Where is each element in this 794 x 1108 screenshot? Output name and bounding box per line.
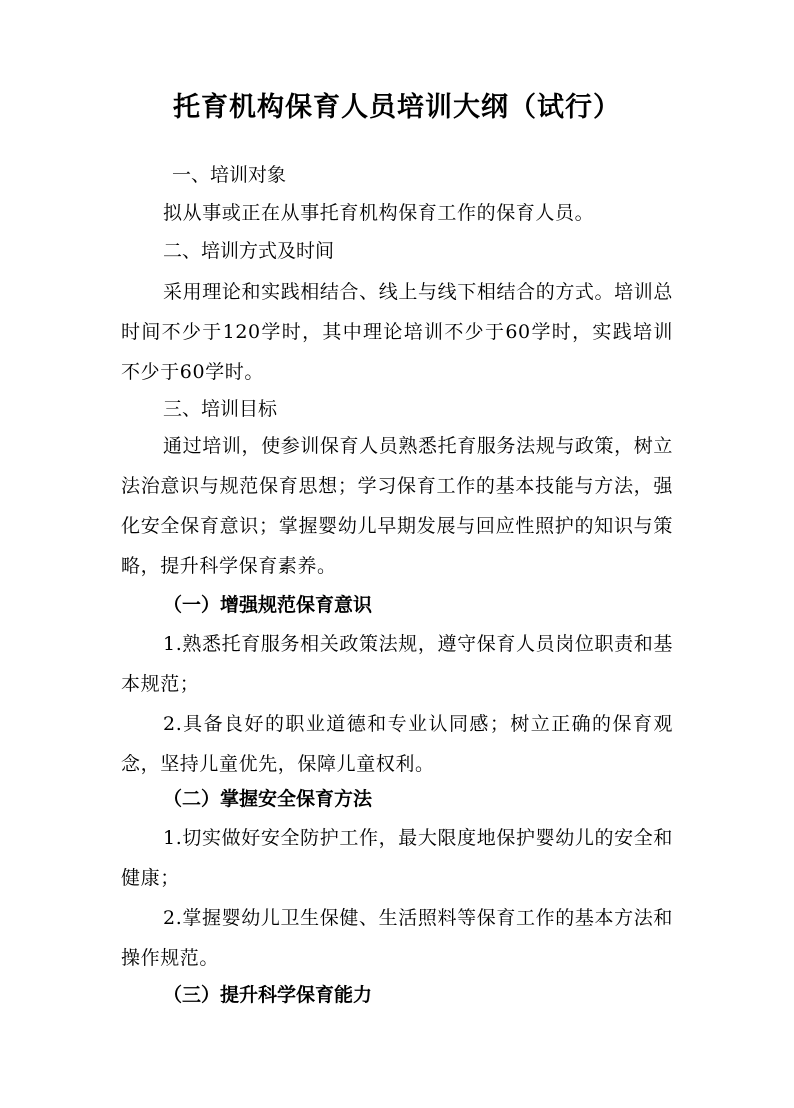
section-heading-training-goals: 三、培训目标: [163, 398, 278, 420]
document-title: 托育机构保育人员培训大纲（试行）: [173, 92, 621, 123]
paragraph-training-method: 采用理论和实践相结合、线上与线下相结合的方式。培训总时间不少于120学时，其中理论培训不少于60学时，实践培训不少于60学时。: [121, 281, 673, 383]
subsection-heading-scientific-care: （三）提升科学保育能力: [163, 984, 373, 1006]
section-heading-training-method: 二、培训方式及时间: [163, 240, 335, 262]
list-item-safety-care-1: 1.切实做好安全防护工作，最大限度地保护婴幼儿的安全和健康；: [121, 827, 673, 889]
paragraph-training-target: 拟从事或正在从事托育机构保育工作的保育人员。: [163, 202, 595, 224]
section-heading-training-target: 一、培训对象: [172, 164, 287, 186]
subsection-heading-safety-care: （二）掌握安全保育方法: [163, 788, 373, 810]
subsection-heading-standard-care: （一）增强规范保育意识: [163, 594, 373, 616]
list-item-standard-care-1: 1.熟悉托育服务相关政策法规，遵守保育人员岗位职责和基本规范；: [121, 633, 673, 695]
paragraph-training-goals: 通过培训，使参训保育人员熟悉托育服务法规与政策，树立法治意识与规范保育思想；学习保育工作的基本技能与方法，强化安全保育意识；掌握婴幼儿早期发展与回应性照护的知识与策略，提升科学保育素养。: [121, 435, 673, 577]
list-item-safety-care-2: 2.掌握婴幼儿卫生保健、生活照料等保育工作的基本方法和操作规范。: [121, 907, 673, 969]
list-item-standard-care-2: 2.具备良好的职业道德和专业认同感；树立正确的保育观念，坚持儿童优先，保障儿童权利。: [121, 713, 673, 775]
